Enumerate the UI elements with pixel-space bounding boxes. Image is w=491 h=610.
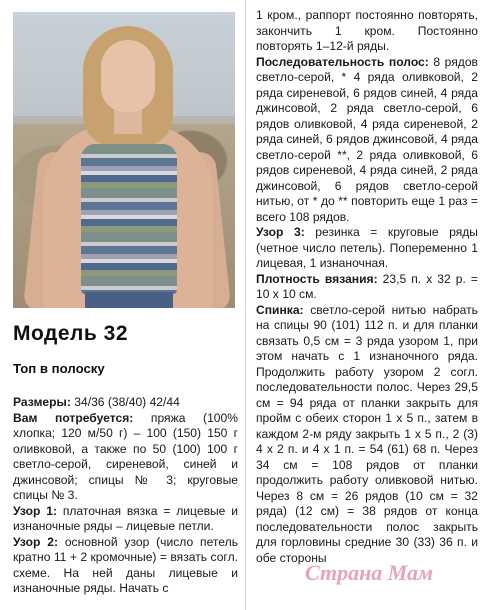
density-label: Плотность вязания: [256,271,378,286]
pattern2-label: Узор 2: [13,534,58,549]
stripes-text: 8 рядов светло-серой, * 4 ряда оливковой, 2 ряда сиреневой, 6 рядов синей, 4 ряда джинсовой, 2 ряда светло-серой, 6 рядов оливковой, 4 ряда сиреневой, 2 ряда синей, 6 рядов джинсовой, 4 ряда светло-серой **, 2 ряда оливковой, 6 рядов сиреневой, 4 ряда синей, 2 ряда джинсовой, 6 рядов светло-серой нитью, от * до ** повторить еще 1 раз = всего 108 рядов. [256,54,478,224]
back-text: светло-серой нитью набрать на спицы 90 (101) 112 п. и для планки связать 0,5 см = 3 ряда узором 1, при этом начать с 1 изнаночного ряда. Продолжить работу узором 2 согл. последовательности полос. Через 29,5 см = 94 ряда от планки закрыть для пройм с обеих сторон 1 х 5 п., затем в каждом 2-м ряду закрыть 1 х 5 п., 2 (3) 4 х 2 п. и 4 х 1 п. = 54 (61) 68 п. Через 34 см = 108 рядов от планки продолжить работу оливковой нитью. Через 8 см = 26 рядов (10 см = 32 ряда) (12 см) = 38 рядов от конца последовательности полос закрыть для горловины средние 30 (33) 36 п. и обе стороны [256,302,478,565]
stripes-label: Последовательность полос: [256,54,429,69]
materials-paragraph [13,411,238,504]
striped-top-garment [81,144,177,294]
density-text: 23,5 п. х 32 р. = 10 х 10 см. [256,271,478,301]
materials-label: Вам потребуется: [13,410,134,425]
intro-paragraph: 1 кром., раппорт постоянно повторять, закончить 1 кром. Постоянно повторять 1–12-й ряды. [256,8,478,53]
model-title: Модель 32 [13,322,128,345]
site-watermark: Страна Мам [305,560,434,585]
back-label: Спинка: [256,302,304,317]
pattern3-paragraph [256,225,478,272]
density-paragraph [256,272,478,303]
sizes-paragraph [13,395,238,411]
pattern3-text: резинка = круговые ряды (четное число петель). Попеременно 1 лицевая, 1 изнаночная. [256,225,478,270]
pattern3-label: Узор 3: [256,225,305,239]
pattern1-paragraph [13,504,238,535]
stripes-paragraph [256,55,478,226]
model-subtitle: Топ в полоску [13,361,105,376]
model-photo [13,12,235,308]
sizes-label: Размеры: [13,395,71,409]
pattern2-text: основной узор (число петель кратно 11 + 2 кромочные) = вязать согл. схеме. На ней даны лицевые и изнаночные ряды. Начать с [13,534,238,595]
left-column-text [13,395,238,597]
materials-text: пряжа (100% хлопка; 120 м/50 г) – 100 (150) 150 г оливковой, а также по 50 (100) 100 г светло-серой, сиреневой, синей и джинсовой; спицы № 3; круговые спицы № 3. [13,410,238,502]
back-paragraph [256,303,478,567]
column-divider [245,0,246,610]
sizes-text: 34/36 (38/40) 42/44 [70,395,180,409]
pattern2-paragraph [13,535,238,597]
right-column-text [256,8,478,566]
pattern1-text: платочная вязка = лицевые и изнаночные ряды – лицевые петли. [13,503,238,533]
pattern1-label: Узор 1: [13,503,57,518]
